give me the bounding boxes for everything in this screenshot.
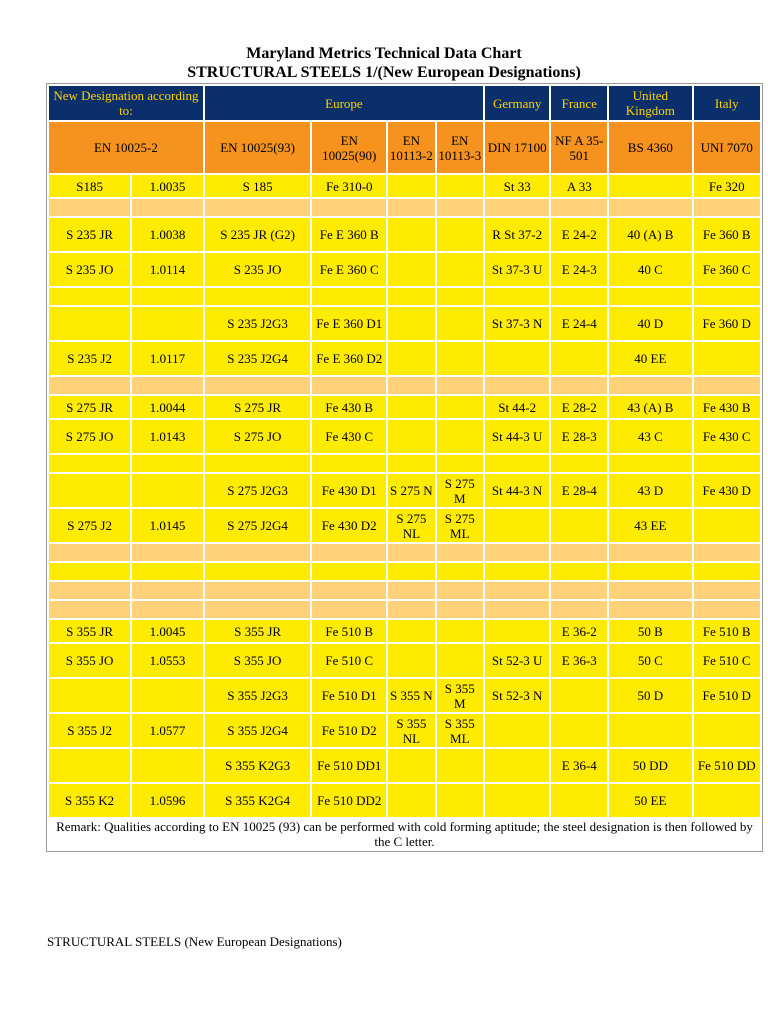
header-italy: Italy <box>694 86 761 120</box>
cell-nf-a-35-501: E 36-2 <box>551 620 607 642</box>
cell-en10025-90 <box>312 199 386 216</box>
cell-nf-a-35-501: E 24-3 <box>551 253 607 286</box>
cell-en10025-2-number: 1.0145 <box>132 509 203 542</box>
cell-en10113-3 <box>437 784 483 817</box>
cell-en10025-2-number <box>132 307 203 340</box>
cell-en10025-90 <box>312 601 386 618</box>
cell-en10025-90: Fe 430 C <box>312 420 386 453</box>
cell-en10025-2-number: 1.0553 <box>132 644 203 677</box>
footer-caption: STRUCTURAL STEELS (New European Designations) <box>47 934 342 949</box>
header-germany: Germany <box>485 86 549 120</box>
cell-bs-4360: 43 C <box>609 420 691 453</box>
cell-nf-a-35-501 <box>551 377 607 394</box>
cell-en10113-3 <box>437 253 483 286</box>
table-row <box>49 396 760 418</box>
cell-en10113-2: S 355 NL <box>388 714 434 747</box>
cell-uni-7070 <box>694 582 761 599</box>
cell-en10113-3 <box>437 455 483 472</box>
cell-uni-7070 <box>694 455 761 472</box>
cell-nf-a-35-501: A 33 <box>551 175 607 197</box>
cell-uni-7070 <box>694 544 761 561</box>
cell-nf-a-35-501 <box>551 544 607 561</box>
cell-din-17100 <box>485 455 549 472</box>
cell-en10025-90: Fe 510 D2 <box>312 714 386 747</box>
cell-nf-a-35-501 <box>551 288 607 305</box>
header-new-designation: New Designation according to: <box>49 86 203 120</box>
cell-en10113-3 <box>437 307 483 340</box>
cell-en10113-2 <box>388 307 434 340</box>
cell-en10113-3 <box>437 420 483 453</box>
cell-en10025-93: S 355 J2G3 <box>205 679 310 712</box>
cell-bs-4360 <box>609 455 691 472</box>
cell-en10025-90: Fe 510 C <box>312 644 386 677</box>
cell-en10025-93 <box>205 582 310 599</box>
cell-bs-4360: 50 EE <box>609 784 691 817</box>
cell-en10113-2 <box>388 420 434 453</box>
cell-bs-4360 <box>609 288 691 305</box>
cell-din-17100 <box>485 199 549 216</box>
cell-en10025-2-name <box>49 749 130 782</box>
cell-nf-a-35-501 <box>551 199 607 216</box>
cell-uni-7070 <box>694 601 761 618</box>
cell-uni-7070 <box>694 288 761 305</box>
cell-en10025-93: S 275 J2G4 <box>205 509 310 542</box>
cell-en10113-2 <box>388 396 434 418</box>
cell-din-17100: R St 37-2 <box>485 218 549 251</box>
cell-en10025-2-name: S 235 J2 <box>49 342 130 375</box>
table-row <box>49 544 760 561</box>
subheader-bs: BS 4360 <box>609 122 691 173</box>
cell-din-17100 <box>485 784 549 817</box>
cell-din-17100 <box>485 544 549 561</box>
cell-uni-7070: Fe 510 D <box>694 679 761 712</box>
cell-bs-4360 <box>609 582 691 599</box>
cell-en10025-2-name <box>49 544 130 561</box>
subheader-en10025-93: EN 10025(93) <box>205 122 310 173</box>
cell-en10113-3: S 275 M <box>437 474 483 507</box>
cell-en10025-2-name <box>49 679 130 712</box>
cell-en10025-2-number <box>132 544 203 561</box>
cell-din-17100: St 44-3 N <box>485 474 549 507</box>
cell-en10113-3 <box>437 544 483 561</box>
table-row <box>49 582 760 599</box>
cell-din-17100 <box>485 582 549 599</box>
cell-din-17100: St 37-3 U <box>485 253 549 286</box>
cell-nf-a-35-501 <box>551 784 607 817</box>
subheader-en10113-2: EN 10113-2 <box>388 122 434 173</box>
cell-din-17100 <box>485 749 549 782</box>
cell-en10025-90: Fe 510 D1 <box>312 679 386 712</box>
cell-en10025-2-number <box>132 679 203 712</box>
cell-en10025-93: S 355 JO <box>205 644 310 677</box>
cell-en10025-93: S 355 J2G4 <box>205 714 310 747</box>
cell-en10025-2-number <box>132 199 203 216</box>
cell-en10025-93: S 185 <box>205 175 310 197</box>
page-subtitle: STRUCTURAL STEELS 1/(New European Designations) <box>187 64 581 81</box>
table-row <box>49 509 760 542</box>
cell-nf-a-35-501 <box>551 342 607 375</box>
cell-en10025-2-name <box>49 288 130 305</box>
subheader-din: DIN 17100 <box>485 122 549 173</box>
subheader-en10113-3: EN 10113-3 <box>437 122 483 173</box>
cell-en10113-3: S 275 ML <box>437 509 483 542</box>
table-row <box>49 601 760 618</box>
cell-bs-4360: 43 EE <box>609 509 691 542</box>
cell-en10025-2-name: S 275 JO <box>49 420 130 453</box>
cell-bs-4360: 50 D <box>609 679 691 712</box>
cell-din-17100 <box>485 620 549 642</box>
cell-nf-a-35-501: E 36-3 <box>551 644 607 677</box>
cell-en10025-2-number: 1.0596 <box>132 784 203 817</box>
cell-en10113-3 <box>437 288 483 305</box>
cell-en10025-2-name: S 355 JR <box>49 620 130 642</box>
cell-en10113-2 <box>388 377 434 394</box>
cell-din-17100: St 44-2 <box>485 396 549 418</box>
cell-en10025-90: Fe 510 DD1 <box>312 749 386 782</box>
cell-en10113-3 <box>437 342 483 375</box>
cell-en10025-90: Fe 310-0 <box>312 175 386 197</box>
cell-en10025-2-name: S 355 K2 <box>49 784 130 817</box>
cell-en10025-93: S 355 K2G4 <box>205 784 310 817</box>
cell-en10113-3 <box>437 377 483 394</box>
cell-en10025-90: Fe 430 D2 <box>312 509 386 542</box>
cell-uni-7070: Fe 360 B <box>694 218 761 251</box>
cell-en10025-93 <box>205 455 310 472</box>
cell-din-17100: St 37-3 N <box>485 307 549 340</box>
table-row <box>49 644 760 677</box>
table-row <box>49 784 760 817</box>
cell-en10113-3 <box>437 199 483 216</box>
cell-en10025-2-number <box>132 563 203 580</box>
cell-en10025-93: S 275 J2G3 <box>205 474 310 507</box>
title-block <box>0 44 768 82</box>
cell-en10113-2 <box>388 601 434 618</box>
table-row <box>49 199 760 216</box>
cell-en10025-2-number: 1.0035 <box>132 175 203 197</box>
cell-en10025-2-number: 1.0117 <box>132 342 203 375</box>
cell-en10113-2 <box>388 544 434 561</box>
cell-en10113-3 <box>437 582 483 599</box>
cell-bs-4360: 50 C <box>609 644 691 677</box>
cell-uni-7070: Fe 430 D <box>694 474 761 507</box>
remark-text: Remark: Qualities according to EN 10025 (93) can be performed with cold forming aptitude; the steel designation is then followed by the C letter. <box>49 819 760 849</box>
cell-bs-4360: 40 C <box>609 253 691 286</box>
cell-en10113-2 <box>388 455 434 472</box>
cell-en10025-90 <box>312 582 386 599</box>
cell-en10025-93: S 275 JO <box>205 420 310 453</box>
cell-en10025-90: Fe 510 B <box>312 620 386 642</box>
cell-en10025-93 <box>205 563 310 580</box>
cell-nf-a-35-501: E 24-2 <box>551 218 607 251</box>
cell-uni-7070: Fe 360 D <box>694 307 761 340</box>
cell-uni-7070: Fe 320 <box>694 175 761 197</box>
cell-uni-7070 <box>694 509 761 542</box>
cell-en10025-2-name <box>49 377 130 394</box>
cell-uni-7070 <box>694 199 761 216</box>
cell-bs-4360: 50 DD <box>609 749 691 782</box>
cell-en10025-2-name: S 355 J2 <box>49 714 130 747</box>
cell-uni-7070: Fe 430 C <box>694 420 761 453</box>
cell-en10025-93 <box>205 544 310 561</box>
cell-en10113-3 <box>437 396 483 418</box>
cell-bs-4360 <box>609 714 691 747</box>
cell-en10113-2 <box>388 644 434 677</box>
cell-en10025-2-number <box>132 582 203 599</box>
subheader-en10025-90: EN 10025(90) <box>312 122 386 173</box>
cell-en10113-2 <box>388 253 434 286</box>
cell-uni-7070 <box>694 563 761 580</box>
cell-nf-a-35-501 <box>551 679 607 712</box>
cell-bs-4360 <box>609 563 691 580</box>
cell-en10025-2-number: 1.0114 <box>132 253 203 286</box>
header-europe: Europe <box>205 86 483 120</box>
cell-en10025-2-name <box>49 199 130 216</box>
cell-en10025-2-number <box>132 288 203 305</box>
cell-en10113-3 <box>437 601 483 618</box>
cell-en10025-2-name: S 275 J2 <box>49 509 130 542</box>
cell-bs-4360: 43 (A) B <box>609 396 691 418</box>
cell-en10025-2-number: 1.0038 <box>132 218 203 251</box>
table-row <box>49 288 760 305</box>
cell-en10025-2-name: S185 <box>49 175 130 197</box>
cell-nf-a-35-501 <box>551 714 607 747</box>
cell-en10025-2-name <box>49 582 130 599</box>
header-france: France <box>551 86 607 120</box>
cell-en10113-2 <box>388 749 434 782</box>
table-row <box>49 455 760 472</box>
cell-nf-a-35-501 <box>551 509 607 542</box>
cell-en10025-90: Fe 430 D1 <box>312 474 386 507</box>
subheader-nfa: NF A 35-501 <box>551 122 607 173</box>
table-row <box>49 342 760 375</box>
cell-uni-7070: Fe 360 C <box>694 253 761 286</box>
cell-en10025-2-name <box>49 474 130 507</box>
cell-bs-4360 <box>609 544 691 561</box>
cell-bs-4360: 40 D <box>609 307 691 340</box>
cell-en10025-2-number <box>132 455 203 472</box>
cell-nf-a-35-501: E 28-4 <box>551 474 607 507</box>
cell-en10025-2-name <box>49 601 130 618</box>
cell-nf-a-35-501: E 36-4 <box>551 749 607 782</box>
cell-en10113-2 <box>388 218 434 251</box>
cell-uni-7070 <box>694 784 761 817</box>
cell-en10025-93 <box>205 377 310 394</box>
cell-en10025-2-name <box>49 563 130 580</box>
cell-din-17100: St 52-3 N <box>485 679 549 712</box>
cell-en10025-90 <box>312 544 386 561</box>
cell-en10113-2 <box>388 563 434 580</box>
cell-en10025-93 <box>205 601 310 618</box>
cell-en10025-2-name <box>49 455 130 472</box>
cell-din-17100: St 33 <box>485 175 549 197</box>
header-row <box>49 86 760 120</box>
cell-bs-4360 <box>609 175 691 197</box>
page-title: Maryland Metrics Technical Data Chart <box>246 45 522 62</box>
cell-uni-7070 <box>694 714 761 747</box>
cell-en10113-3 <box>437 563 483 580</box>
cell-bs-4360 <box>609 199 691 216</box>
cell-en10025-93: S 275 JR <box>205 396 310 418</box>
subheader-en10025-2: EN 10025-2 <box>49 122 203 173</box>
cell-din-17100 <box>485 601 549 618</box>
cell-bs-4360: 40 (A) B <box>609 218 691 251</box>
cell-en10113-3 <box>437 644 483 677</box>
cell-bs-4360: 50 B <box>609 620 691 642</box>
cell-bs-4360: 43 D <box>609 474 691 507</box>
cell-en10025-2-name: S 235 JO <box>49 253 130 286</box>
cell-din-17100 <box>485 377 549 394</box>
table-row <box>49 377 760 394</box>
cell-bs-4360: 40 EE <box>609 342 691 375</box>
cell-din-17100: St 52-3 U <box>485 644 549 677</box>
cell-en10113-3 <box>437 175 483 197</box>
cell-en10025-2-name <box>49 307 130 340</box>
cell-en10113-3: S 355 M <box>437 679 483 712</box>
cell-uni-7070: Fe 510 C <box>694 644 761 677</box>
cell-en10025-90: Fe 430 B <box>312 396 386 418</box>
cell-en10025-90: Fe E 360 D1 <box>312 307 386 340</box>
cell-uni-7070 <box>694 342 761 375</box>
cell-en10025-93: S 235 JR (G2) <box>205 218 310 251</box>
cell-en10113-3 <box>437 749 483 782</box>
cell-en10113-2 <box>388 342 434 375</box>
cell-en10025-90 <box>312 288 386 305</box>
cell-nf-a-35-501 <box>551 601 607 618</box>
cell-din-17100 <box>485 714 549 747</box>
table-row <box>49 620 760 642</box>
cell-en10025-2-number: 1.0143 <box>132 420 203 453</box>
cell-en10025-93 <box>205 288 310 305</box>
cell-nf-a-35-501 <box>551 563 607 580</box>
cell-en10025-90: Fe 510 DD2 <box>312 784 386 817</box>
cell-en10025-90: Fe E 360 B <box>312 218 386 251</box>
table-row <box>49 714 760 747</box>
cell-en10025-2-name: S 355 JO <box>49 644 130 677</box>
cell-en10025-90 <box>312 563 386 580</box>
cell-din-17100 <box>485 509 549 542</box>
cell-en10113-2 <box>388 199 434 216</box>
cell-en10113-2 <box>388 620 434 642</box>
cell-nf-a-35-501 <box>551 582 607 599</box>
cell-din-17100: St 44-3 U <box>485 420 549 453</box>
cell-bs-4360 <box>609 601 691 618</box>
table-row <box>49 307 760 340</box>
cell-uni-7070: Fe 430 B <box>694 396 761 418</box>
cell-bs-4360 <box>609 377 691 394</box>
cell-en10113-2 <box>388 582 434 599</box>
cell-en10025-93: S 355 JR <box>205 620 310 642</box>
cell-en10025-93: S 235 J2G4 <box>205 342 310 375</box>
cell-nf-a-35-501 <box>551 455 607 472</box>
cell-en10113-2 <box>388 784 434 817</box>
cell-nf-a-35-501: E 28-2 <box>551 396 607 418</box>
cell-en10025-2-number <box>132 377 203 394</box>
cell-en10113-2 <box>388 175 434 197</box>
cell-en10025-93: S 355 K2G3 <box>205 749 310 782</box>
cell-en10113-2: S 355 N <box>388 679 434 712</box>
cell-en10025-2-name: S 235 JR <box>49 218 130 251</box>
cell-nf-a-35-501: E 24-4 <box>551 307 607 340</box>
subheader-uni: UNI 7070 <box>694 122 761 173</box>
cell-en10025-2-number <box>132 601 203 618</box>
cell-en10025-90: Fe E 360 D2 <box>312 342 386 375</box>
cell-en10113-3: S 355 ML <box>437 714 483 747</box>
cell-en10025-2-number: 1.0577 <box>132 714 203 747</box>
cell-en10113-3 <box>437 620 483 642</box>
table-row <box>49 420 760 453</box>
steel-designation-table <box>46 83 763 852</box>
cell-en10025-93: S 235 JO <box>205 253 310 286</box>
cell-en10025-90: Fe E 360 C <box>312 253 386 286</box>
cell-nf-a-35-501: E 28-3 <box>551 420 607 453</box>
cell-uni-7070 <box>694 377 761 394</box>
cell-en10113-2: S 275 N <box>388 474 434 507</box>
cell-en10025-2-number <box>132 749 203 782</box>
cell-din-17100 <box>485 563 549 580</box>
cell-en10025-90 <box>312 377 386 394</box>
cell-en10113-3 <box>437 218 483 251</box>
table-row <box>49 175 760 197</box>
table-row <box>49 474 760 507</box>
cell-en10025-93: S 235 J2G3 <box>205 307 310 340</box>
cell-en10113-2: S 275 NL <box>388 509 434 542</box>
cell-uni-7070: Fe 510 DD <box>694 749 761 782</box>
cell-en10025-90 <box>312 455 386 472</box>
table-row <box>49 679 760 712</box>
subheader-row <box>49 122 760 173</box>
cell-en10025-2-number <box>132 474 203 507</box>
cell-en10025-2-name: S 275 JR <box>49 396 130 418</box>
header-uk: United Kingdom <box>609 86 691 120</box>
cell-en10025-2-number: 1.0045 <box>132 620 203 642</box>
remark-row <box>49 819 760 849</box>
table-row <box>49 563 760 580</box>
cell-din-17100 <box>485 288 549 305</box>
cell-uni-7070: Fe 510 B <box>694 620 761 642</box>
cell-en10113-2 <box>388 288 434 305</box>
table-row <box>49 253 760 286</box>
cell-en10025-2-number: 1.0044 <box>132 396 203 418</box>
cell-din-17100 <box>485 342 549 375</box>
table-row <box>49 218 760 251</box>
table-row <box>49 749 760 782</box>
cell-en10025-93 <box>205 199 310 216</box>
